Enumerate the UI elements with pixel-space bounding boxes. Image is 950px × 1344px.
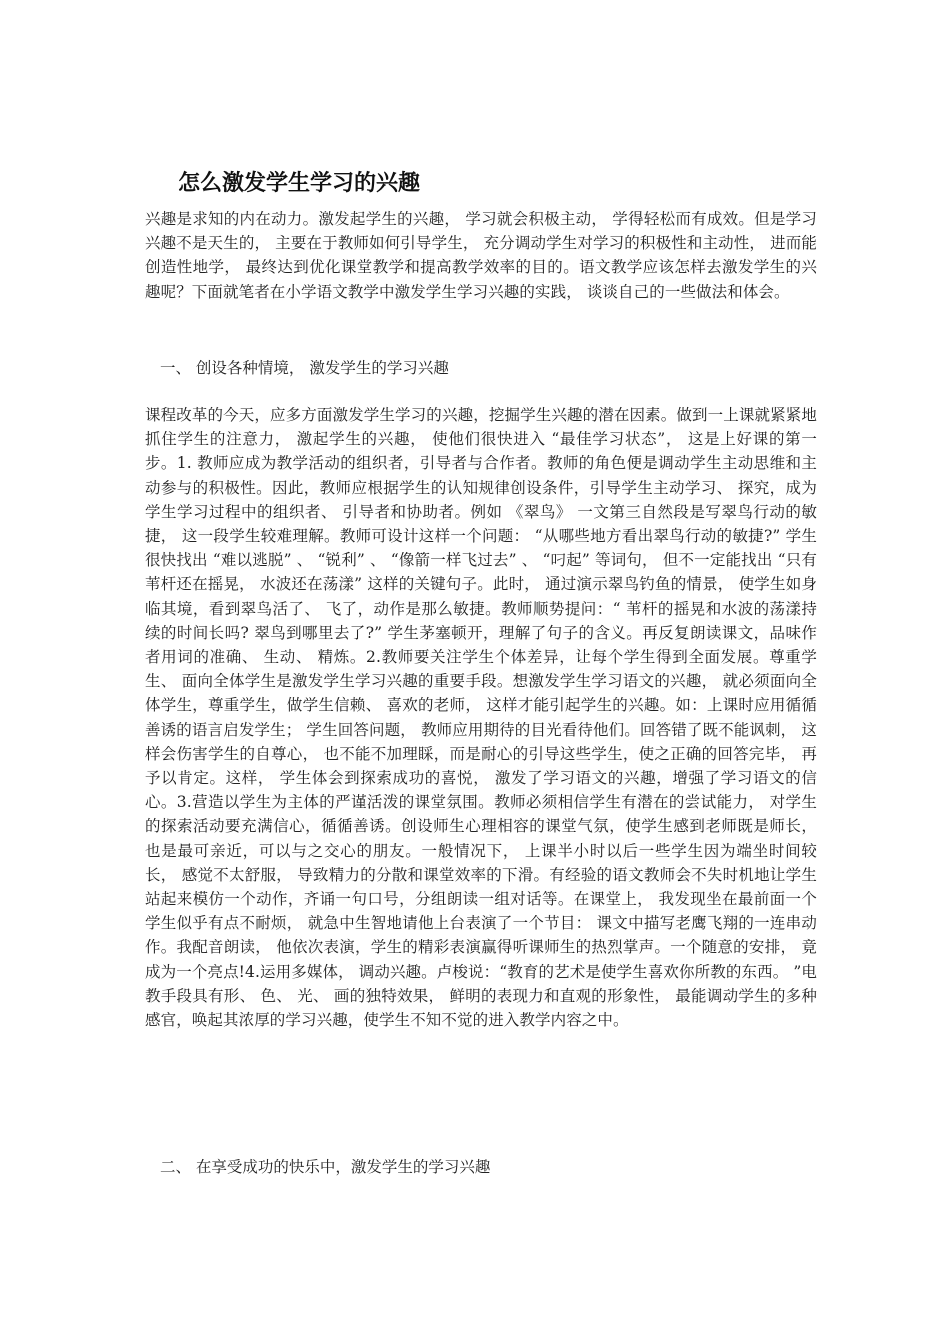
section-1-body: 课程改革的今天，应多方面激发学生学习的兴趣，挖掘学生兴趣的潜在因素。做到一上课就紧紧地抓住学生的注意力， 激起学生的兴趣， 使他们很快进入 “最佳学习状态”， 这是上好课的第一步。1. 教师应成为教学活动的组织者，引导者与合作者。教师的角色便是调动学生主动思维和主动参与的积极性。因此，教师应根据学生的认知规律创设条件，引导学生主动学习、 探究，成为学生学习过程中的组织者、 引导者和协助者。例如 《翠鸟》 一文第三自然段是写翠鸟行动的敏捷， 这一段学生较难理解。教师可设计这样一个问题： “从哪些地方看出翠鸟行动的敏捷?” 学生很快找出 “难以逃脱” 、 “锐利” 、 “像箭一样飞过去” 、 “叼起” 等词句， 但不一定能找出 “只有苇杆还在摇晃， 水波还在荡漾” 这样的关键句子。此时， 通过演示翠鸟钓鱼的情景， 使学生如身临其境，看到翠鸟活了、 飞了，动作是那么敏捷。教师顺势提问：“ 苇杆的摇晃和水波的荡漾持续的时间长吗? 翠鸟到哪里去了?” 学生茅塞顿开，理解了句子的含义。再反复朗读课文，品味作者用词的准确、 生动、 精炼。2.教师要关注学生个体差异，让每个学生得到全面发展。尊重学生、 面向全体学生是激发学生学习兴趣的重要手段。想激发学生学习语文的兴趣， 就必须面向全体学生，尊重学生，做学生信赖、 喜欢的老师， 这样才能引起学生的兴趣。如：上课时应用循循善诱的语言启发学生； 学生回答问题， 教师应用期待的目光看待他们。回答错了既不能讽刺， 这样会伤害学生的自尊心， 也不能不加理睬，而是耐心的引导这些学生，使之正确的回答完毕， 再予以肯定。这样， 学生体会到探索成功的喜悦， 激发了学习语文的兴趣，增强了学习语文的信心。3.营造以学生为主体的严谨活泼的课堂氛围。教师必须相信学生有潜在的尝试能力， 对学生的探索活动要充满信心，循循善诱。创设师生心理相容的课堂气氛，使学生感到老师既是师长， 也是最可亲近，可以与之交心的朋友。一般情况下， 上课半小时以后一些学生因为端坐时间较长， 感觉不太舒服， 导致精力的分散和课堂效率的下滑。有经验的语文教师会不失时机地让学生站起来模仿一个动作，齐诵一句口号，分组朗读一组对话等。在课堂上， 我发现坐在最前面一个学生似乎有点不耐烦， 就急中生智地请他上台表演了一个节目： 课文中描写老鹰飞翔的一连串动作。我配音朗读， 他依次表演，学生的精彩表演赢得听课师生的热烈掌声。一个随意的安排， 竟成为一个亮点!4.运用多媒体， 调动兴趣。卢梭说：“教育的艺术是使学生喜欢你所教的东西。 ”电教手段具有形、 色、 光、 画的独特效果， 鲜明的表现力和直观的形象性， 最能调动学生的多种感官，唤起其浓厚的学习兴趣，使学生不知不觉的进入教学内容之中。 [145, 406, 817, 1030]
section-heading-2: 二、 在享受成功的快乐中，激发学生的学习兴趣 [160, 1158, 491, 1176]
document-title: 怎么激发学生学习的兴趣 [178, 171, 421, 196]
intro-paragraph: 兴趣是求知的内在动力。激发起学生的兴趣， 学习就会积极主动， 学得轻松而有成效。但是学习兴趣不是天生的， 主要在于教师如何引导学生， 充分调动学生对学习的积极性和主动性， 进而能创造性地学， 最终达到优化课堂教学和提高教学效率的目的。语文教学应该怎样去激发学生的兴趣呢？下面就笔者在小学语文教学中激发学生学习兴趣的实践， 谈谈自己的一些做法和体会。 [145, 210, 817, 301]
section-heading-1: 一、 创设各种情境， 激发学生的学习兴趣 [160, 359, 449, 377]
